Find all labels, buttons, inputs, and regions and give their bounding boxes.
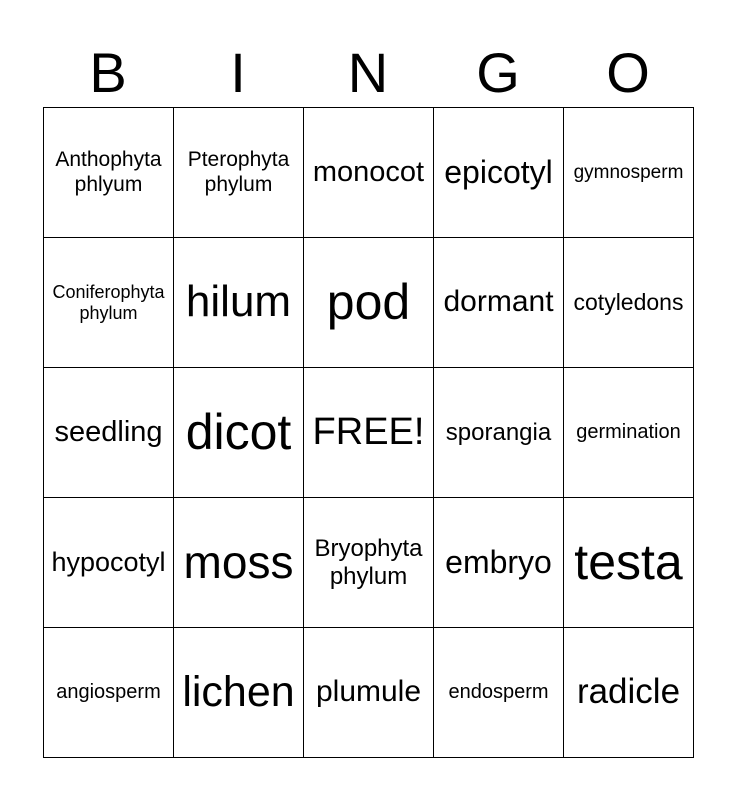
bingo-cell[interactable]: dormant <box>434 238 564 368</box>
bingo-cell[interactable]: embryo <box>434 498 564 628</box>
bingo-cell[interactable]: germination <box>564 368 694 498</box>
header-letter-n: N <box>347 41 389 104</box>
bingo-cell[interactable]: Bryophyta phylum <box>304 498 434 628</box>
bingo-cell[interactable]: angiosperm <box>44 628 174 758</box>
header-letter-o: O <box>606 41 650 104</box>
bingo-cell[interactable]: dicot <box>174 368 304 498</box>
bingo-cell[interactable]: sporangia <box>434 368 564 498</box>
bingo-cell[interactable]: plumule <box>304 628 434 758</box>
bingo-cell[interactable]: seedling <box>44 368 174 498</box>
bingo-cell[interactable]: lichen <box>174 628 304 758</box>
bingo-cell[interactable]: moss <box>174 498 304 628</box>
bingo-header <box>43 38 693 108</box>
bingo-cell[interactable]: Coniferophyta phylum <box>44 238 174 368</box>
header-letter-i: I <box>230 41 246 104</box>
bingo-cell[interactable]: monocot <box>304 108 434 238</box>
header-letter-g: G <box>476 41 520 104</box>
bingo-cell[interactable]: hilum <box>174 238 304 368</box>
bingo-cell[interactable]: testa <box>564 498 694 628</box>
bingo-cell[interactable]: gymnosperm <box>564 108 694 238</box>
bingo-board <box>43 107 694 758</box>
bingo-cell[interactable]: cotyledons <box>564 238 694 368</box>
bingo-cell[interactable]: Anthophyta phlyum <box>44 108 174 238</box>
bingo-cell[interactable]: radicle <box>564 628 694 758</box>
bingo-cell[interactable]: endosperm <box>434 628 564 758</box>
bingo-cell[interactable]: Pterophyta phylum <box>174 108 304 238</box>
bingo-cell[interactable]: pod <box>304 238 434 368</box>
bingo-cell[interactable]: epicotyl <box>434 108 564 238</box>
header-letter-b: B <box>89 41 127 104</box>
bingo-cell[interactable]: hypocotyl <box>44 498 174 628</box>
free-space[interactable]: FREE! <box>304 368 434 498</box>
